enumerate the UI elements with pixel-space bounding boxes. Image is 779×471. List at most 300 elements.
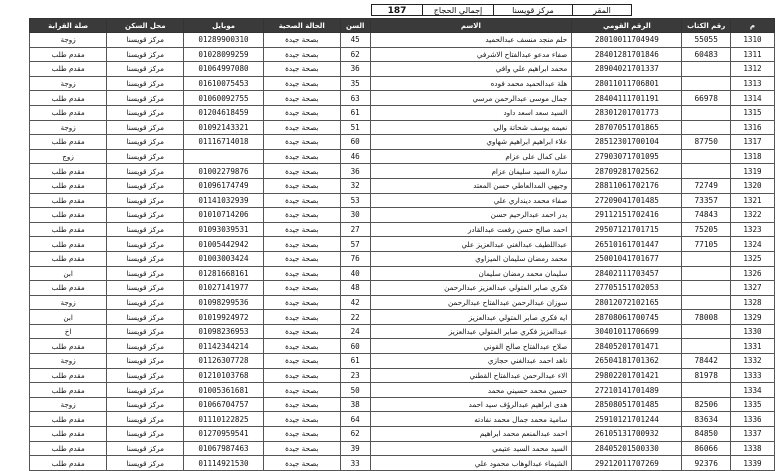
national-id: 27705151702053	[572, 281, 682, 296]
relation: مقدم طلب	[30, 427, 107, 442]
national-id: 29112151702416	[572, 208, 682, 223]
health-status: بصحة جيدة	[263, 266, 340, 281]
health-status: بصحة جيدة	[263, 208, 340, 223]
person-name: جمال موسى عبدالرحمن مرسي	[370, 91, 572, 106]
age: 76	[340, 251, 370, 266]
age: 32	[340, 178, 370, 193]
mobile: 01019924972	[184, 310, 263, 325]
national-id: 28301201701773	[572, 105, 682, 120]
relation: مقدم طلب	[30, 193, 107, 208]
health-status: بصحة جيدة	[263, 441, 340, 456]
book-number: 92376	[682, 456, 730, 471]
person-name: هلة عبدالحميد محمد فوده	[370, 76, 572, 91]
book-number	[682, 76, 730, 91]
health-status: بصحة جيدة	[263, 178, 340, 193]
age: 46	[340, 149, 370, 164]
book-number	[682, 281, 730, 296]
relation: مقدم طلب	[30, 135, 107, 150]
row-index: 1317	[730, 135, 774, 150]
col-header-book-number: رقم الكتاب	[682, 19, 730, 33]
national-id: 28011011706801	[572, 76, 682, 91]
relation: زوجة	[30, 397, 107, 412]
person-name: سامية محمد جمال محمد نفادته	[370, 412, 572, 427]
book-number: 75205	[682, 222, 730, 237]
row-index: 1328	[730, 295, 774, 310]
book-number: 78008	[682, 310, 730, 325]
row-index: 1335	[730, 397, 774, 412]
national-id: 30401011706699	[572, 324, 682, 339]
center-value: مركز قويسنا	[493, 4, 573, 16]
national-id: 28709281702562	[572, 164, 682, 179]
national-id: 28904021701337	[572, 62, 682, 77]
national-id: 28012072102165	[572, 295, 682, 310]
row-index: 1319	[730, 164, 774, 179]
relation: مقدم طلب	[30, 178, 107, 193]
table-row	[30, 222, 775, 237]
residence: مركز قويسنا	[107, 324, 184, 339]
mobile: 01098299536	[184, 295, 263, 310]
health-status: بصحة جيدة	[263, 339, 340, 354]
relation: زوجة	[30, 295, 107, 310]
person-name: وجيهي المدالعاطي حسن المعتد	[370, 178, 572, 193]
age: 22	[340, 310, 370, 325]
relation: مقدم طلب	[30, 237, 107, 252]
residence: مركز قويسنا	[107, 76, 184, 91]
table-row	[30, 368, 775, 383]
residence: مركز قويسنا	[107, 135, 184, 150]
book-number: 72749	[682, 178, 730, 193]
person-name: هدى ابراهيم عبدالرؤف سيد احمد	[370, 397, 572, 412]
national-id: 25910121701244	[572, 412, 682, 427]
mobile: 01002279876	[184, 164, 263, 179]
age: 24	[340, 324, 370, 339]
age: 40	[340, 266, 370, 281]
person-name: ايه فكري صابر المتولي عبدالعزيز	[370, 310, 572, 325]
col-header-relation: صلة القرابة	[30, 19, 107, 33]
person-name: سارة السيد سليمان عزام	[370, 164, 572, 179]
person-name: نعيمه يوسف شحاتة والي	[370, 120, 572, 135]
national-id: 28404111701191	[572, 91, 682, 106]
residence: مركز قويسنا	[107, 295, 184, 310]
relation: اخ	[30, 324, 107, 339]
person-name: فكري صابر المتولي عبدالعزيز عبدالرحمن	[370, 281, 572, 296]
relation: زوج	[30, 149, 107, 164]
relation: مقدم طلب	[30, 222, 107, 237]
age: 36	[340, 164, 370, 179]
row-index: 1322	[730, 208, 774, 223]
book-number: 60483	[682, 47, 730, 62]
col-header-index: م	[730, 19, 774, 33]
residence: مركز قويسنا	[107, 368, 184, 383]
person-name: عبداللطيف عبدالغني عبدالعزيز علي	[370, 237, 572, 252]
age: 63	[340, 91, 370, 106]
relation: مقدم طلب	[30, 47, 107, 62]
book-number	[682, 339, 730, 354]
relation: مقدم طلب	[30, 164, 107, 179]
table-row	[30, 324, 775, 339]
national-id: 29507121701715	[572, 222, 682, 237]
summary-strip	[372, 4, 632, 17]
mobile: 01110122825	[184, 412, 263, 427]
row-index: 1311	[730, 47, 774, 62]
residence: مركز قويسنا	[107, 149, 184, 164]
row-index: 1316	[730, 120, 774, 135]
health-status: بصحة جيدة	[263, 149, 340, 164]
row-index: 1318	[730, 149, 774, 164]
relation: زوجة	[30, 354, 107, 369]
health-status: بصحة جيدة	[263, 222, 340, 237]
person-name: سليمان محمد رمضان سليمان	[370, 266, 572, 281]
relation: مقدم طلب	[30, 208, 107, 223]
book-number: 78442	[682, 354, 730, 369]
mobile: 01005442942	[184, 237, 263, 252]
health-status: بصحة جيدة	[263, 383, 340, 398]
health-status: بصحة جيدة	[263, 251, 340, 266]
health-status: بصحة جيدة	[263, 310, 340, 325]
age: 35	[340, 76, 370, 91]
row-index: 1315	[730, 105, 774, 120]
age: 48	[340, 281, 370, 296]
person-name: حلم منجد منسف عبدالحميد	[370, 33, 572, 48]
residence: مركز قويسنا	[107, 354, 184, 369]
person-name: صفاء محمد دينداري علي	[370, 193, 572, 208]
col-header-age: السن	[340, 19, 370, 33]
table-row	[30, 120, 775, 135]
table-body	[30, 33, 775, 471]
table-row	[30, 178, 775, 193]
health-status: بصحة جيدة	[263, 295, 340, 310]
relation: زوجة	[30, 120, 107, 135]
national-id: 28010011704949	[572, 33, 682, 48]
table-row	[30, 456, 775, 471]
row-index: 1338	[730, 441, 774, 456]
national-id: 28811061702176	[572, 178, 682, 193]
health-status: بصحة جيدة	[263, 47, 340, 62]
center-label: المقر	[572, 4, 632, 16]
residence: مركز قويسنا	[107, 427, 184, 442]
total-value: 187	[371, 4, 423, 16]
book-number: 83634	[682, 412, 730, 427]
book-number	[682, 105, 730, 120]
table-row	[30, 33, 775, 48]
total-label: إجمالي الحجاج	[422, 4, 494, 16]
book-number: 77105	[682, 237, 730, 252]
age: 23	[340, 368, 370, 383]
residence: مركز قويسنا	[107, 120, 184, 135]
mobile: 01066704757	[184, 397, 263, 412]
row-index: 1326	[730, 266, 774, 281]
age: 51	[340, 120, 370, 135]
health-status: بصحة جيدة	[263, 135, 340, 150]
age: 62	[340, 47, 370, 62]
age: 64	[340, 412, 370, 427]
mobile	[184, 149, 263, 164]
national-id: 28512301700104	[572, 135, 682, 150]
book-number: 86066	[682, 441, 730, 456]
age: 57	[340, 237, 370, 252]
book-number: 73357	[682, 193, 730, 208]
row-index: 1337	[730, 427, 774, 442]
row-index: 1329	[730, 310, 774, 325]
table-row	[30, 339, 775, 354]
mobile: 01204618459	[184, 105, 263, 120]
residence: مركز قويسنا	[107, 397, 184, 412]
residence: مركز قويسنا	[107, 193, 184, 208]
book-number	[682, 120, 730, 135]
age: 30	[340, 208, 370, 223]
row-index: 1314	[730, 91, 774, 106]
mobile: 01027141977	[184, 281, 263, 296]
person-name: صفاء مدعو عبدالفتاح الاشرفي	[370, 47, 572, 62]
health-status: بصحة جيدة	[263, 120, 340, 135]
mobile: 01610075453	[184, 76, 263, 91]
person-name: احمد صالح حسن رفعت عبدالقادر	[370, 222, 572, 237]
health-status: بصحة جيدة	[263, 193, 340, 208]
row-index: 1339	[730, 456, 774, 471]
book-number	[682, 383, 730, 398]
mobile: 01060092755	[184, 91, 263, 106]
person-name: محمد ابراهيم علي وافي	[370, 62, 572, 77]
col-header-mobile: موبايل	[184, 19, 263, 33]
table-row	[30, 164, 775, 179]
health-status: بصحة جيدة	[263, 164, 340, 179]
national-id: 28405201701471	[572, 339, 682, 354]
row-index: 1331	[730, 339, 774, 354]
mobile: 01005361681	[184, 383, 263, 398]
row-index: 1312	[730, 62, 774, 77]
table-row	[30, 251, 775, 266]
national-id: 26510161701447	[572, 237, 682, 252]
residence: مركز قويسنا	[107, 222, 184, 237]
person-name: سوزان عبدالرحمن عبدالفتاح عبدالرحمن	[370, 295, 572, 310]
header-row	[30, 19, 775, 33]
residence: مركز قويسنا	[107, 251, 184, 266]
mobile: 01114921530	[184, 456, 263, 471]
person-name: الشيماء عبدالوهاب محمود علي	[370, 456, 572, 471]
book-number: 81978	[682, 368, 730, 383]
national-id: 29212011707269	[572, 456, 682, 471]
national-id: 25001041701677	[572, 251, 682, 266]
table-row	[30, 208, 775, 223]
residence: مركز قويسنا	[107, 281, 184, 296]
age: 61	[340, 354, 370, 369]
health-status: بصحة جيدة	[263, 456, 340, 471]
health-status: بصحة جيدة	[263, 412, 340, 427]
mobile: 01126307728	[184, 354, 263, 369]
table-row	[30, 62, 775, 77]
relation: مقدم طلب	[30, 339, 107, 354]
book-number: 87750	[682, 135, 730, 150]
residence: مركز قويسنا	[107, 91, 184, 106]
row-index: 1336	[730, 412, 774, 427]
relation: مقدم طلب	[30, 412, 107, 427]
national-id: 28707051701865	[572, 120, 682, 135]
health-status: بصحة جيدة	[263, 105, 340, 120]
national-id: 27209041701485	[572, 193, 682, 208]
residence: مركز قويسنا	[107, 310, 184, 325]
relation: مقدم طلب	[30, 383, 107, 398]
mobile: 01098236953	[184, 324, 263, 339]
table-row	[30, 91, 775, 106]
table-row	[30, 281, 775, 296]
relation: مقدم طلب	[30, 62, 107, 77]
national-id: 28508051701485	[572, 397, 682, 412]
residence: مركز قويسنا	[107, 266, 184, 281]
book-number	[682, 149, 730, 164]
age: 50	[340, 383, 370, 398]
age: 33	[340, 456, 370, 471]
row-index: 1323	[730, 222, 774, 237]
residence: مركز قويسنا	[107, 62, 184, 77]
relation: مقدم طلب	[30, 281, 107, 296]
national-id: 29802201701421	[572, 368, 682, 383]
book-number	[682, 164, 730, 179]
row-index: 1330	[730, 324, 774, 339]
health-status: بصحة جيدة	[263, 427, 340, 442]
table-row	[30, 105, 775, 120]
health-status: بصحة جيدة	[263, 91, 340, 106]
book-number	[682, 251, 730, 266]
col-header-residence: محل السكن	[107, 19, 184, 33]
relation: زوجة	[30, 33, 107, 48]
mobile: 01092143321	[184, 120, 263, 135]
age: 27	[340, 222, 370, 237]
relation: مقدم طلب	[30, 441, 107, 456]
national-id: 27903071701095	[572, 149, 682, 164]
relation: مقدم طلب	[30, 368, 107, 383]
table-row	[30, 237, 775, 252]
health-status: بصحة جيدة	[263, 237, 340, 252]
row-index: 1320	[730, 178, 774, 193]
table-row	[30, 149, 775, 164]
mobile: 01270959541	[184, 427, 263, 442]
mobile: 01142344214	[184, 339, 263, 354]
national-id: 26105131700932	[572, 427, 682, 442]
relation: مقدم طلب	[30, 91, 107, 106]
relation: زوجة	[30, 76, 107, 91]
book-number: 84850	[682, 427, 730, 442]
row-index: 1333	[730, 368, 774, 383]
pilgrims-table	[29, 18, 775, 471]
residence: مركز قويسنا	[107, 178, 184, 193]
mobile: 01010714206	[184, 208, 263, 223]
table-row	[30, 412, 775, 427]
person-name: صلاح عبدالفتاح صالح القوني	[370, 339, 572, 354]
person-name: الاء عبدالرحمن عبدالفتاح القطني	[370, 368, 572, 383]
row-index: 1310	[730, 33, 774, 48]
health-status: بصحة جيدة	[263, 324, 340, 339]
table-row	[30, 193, 775, 208]
national-id: 28708061700745	[572, 310, 682, 325]
mobile: 01064997080	[184, 62, 263, 77]
row-index: 1327	[730, 281, 774, 296]
row-index: 1325	[730, 251, 774, 266]
residence: مركز قويسنا	[107, 456, 184, 471]
book-number	[682, 324, 730, 339]
table-row	[30, 266, 775, 281]
health-status: بصحة جيدة	[263, 354, 340, 369]
col-header-name: الاسم	[370, 19, 572, 33]
person-name: السيد محمد السيد عتيمي	[370, 441, 572, 456]
book-number: 55055	[682, 33, 730, 48]
table-row	[30, 310, 775, 325]
residence: مركز قويسنا	[107, 164, 184, 179]
mobile: 01281668161	[184, 266, 263, 281]
age: 45	[340, 33, 370, 48]
age: 62	[340, 427, 370, 442]
relation: ابن	[30, 266, 107, 281]
mobile: 01116714018	[184, 135, 263, 150]
person-name: حسين محمد حسيني محمد	[370, 383, 572, 398]
book-number: 74843	[682, 208, 730, 223]
relation: مقدم طلب	[30, 456, 107, 471]
age: 39	[340, 441, 370, 456]
person-name: بدر احمد عبدالرحيم حسن	[370, 208, 572, 223]
relation: مقدم طلب	[30, 251, 107, 266]
residence: مركز قويسنا	[107, 339, 184, 354]
health-status: بصحة جيدة	[263, 368, 340, 383]
col-header-national-id: الرقم القومي	[572, 19, 682, 33]
national-id: 27210141701489	[572, 383, 682, 398]
book-number: 66978	[682, 91, 730, 106]
national-id: 28402111703457	[572, 266, 682, 281]
national-id: 28401281701846	[572, 47, 682, 62]
national-id: 28405201500330	[572, 441, 682, 456]
table-row	[30, 441, 775, 456]
age: 60	[340, 339, 370, 354]
book-number: 82506	[682, 397, 730, 412]
table-row	[30, 76, 775, 91]
mobile: 01210103768	[184, 368, 263, 383]
row-index: 1332	[730, 354, 774, 369]
mobile: 01141032939	[184, 193, 263, 208]
person-name: علاء ابراهيم ابراهيم شهاوي	[370, 135, 572, 150]
row-index: 1321	[730, 193, 774, 208]
health-status: بصحة جيدة	[263, 62, 340, 77]
residence: مركز قويسنا	[107, 208, 184, 223]
relation: مقدم طلب	[30, 105, 107, 120]
mobile: 01028099259	[184, 47, 263, 62]
residence: مركز قويسنا	[107, 412, 184, 427]
book-number	[682, 295, 730, 310]
table-row	[30, 47, 775, 62]
table-row	[30, 135, 775, 150]
mobile: 01096174749	[184, 178, 263, 193]
mobile: 01289900310	[184, 33, 263, 48]
person-name: احمد عبدالمنعم محمد ابراهيم	[370, 427, 572, 442]
col-header-health: الحالة الصحية	[263, 19, 340, 33]
residence: مركز قويسنا	[107, 441, 184, 456]
health-status: بصحة جيدة	[263, 397, 340, 412]
table-row	[30, 295, 775, 310]
residence: مركز قويسنا	[107, 105, 184, 120]
person-name: عبدالعزيز فكري صابر المتولي عبدالعزيز	[370, 324, 572, 339]
health-status: بصحة جيدة	[263, 281, 340, 296]
person-name: على كمال على عزام	[370, 149, 572, 164]
relation: ابن	[30, 310, 107, 325]
table-row	[30, 397, 775, 412]
mobile: 01093039531	[184, 222, 263, 237]
table-row	[30, 383, 775, 398]
health-status: بصحة جيدة	[263, 76, 340, 91]
table-row	[30, 354, 775, 369]
row-index: 1334	[730, 383, 774, 398]
national-id: 26504181701362	[572, 354, 682, 369]
person-name: ناهد احمد عبدالغني حجازي	[370, 354, 572, 369]
book-number	[682, 266, 730, 281]
residence: مركز قويسنا	[107, 237, 184, 252]
age: 53	[340, 193, 370, 208]
